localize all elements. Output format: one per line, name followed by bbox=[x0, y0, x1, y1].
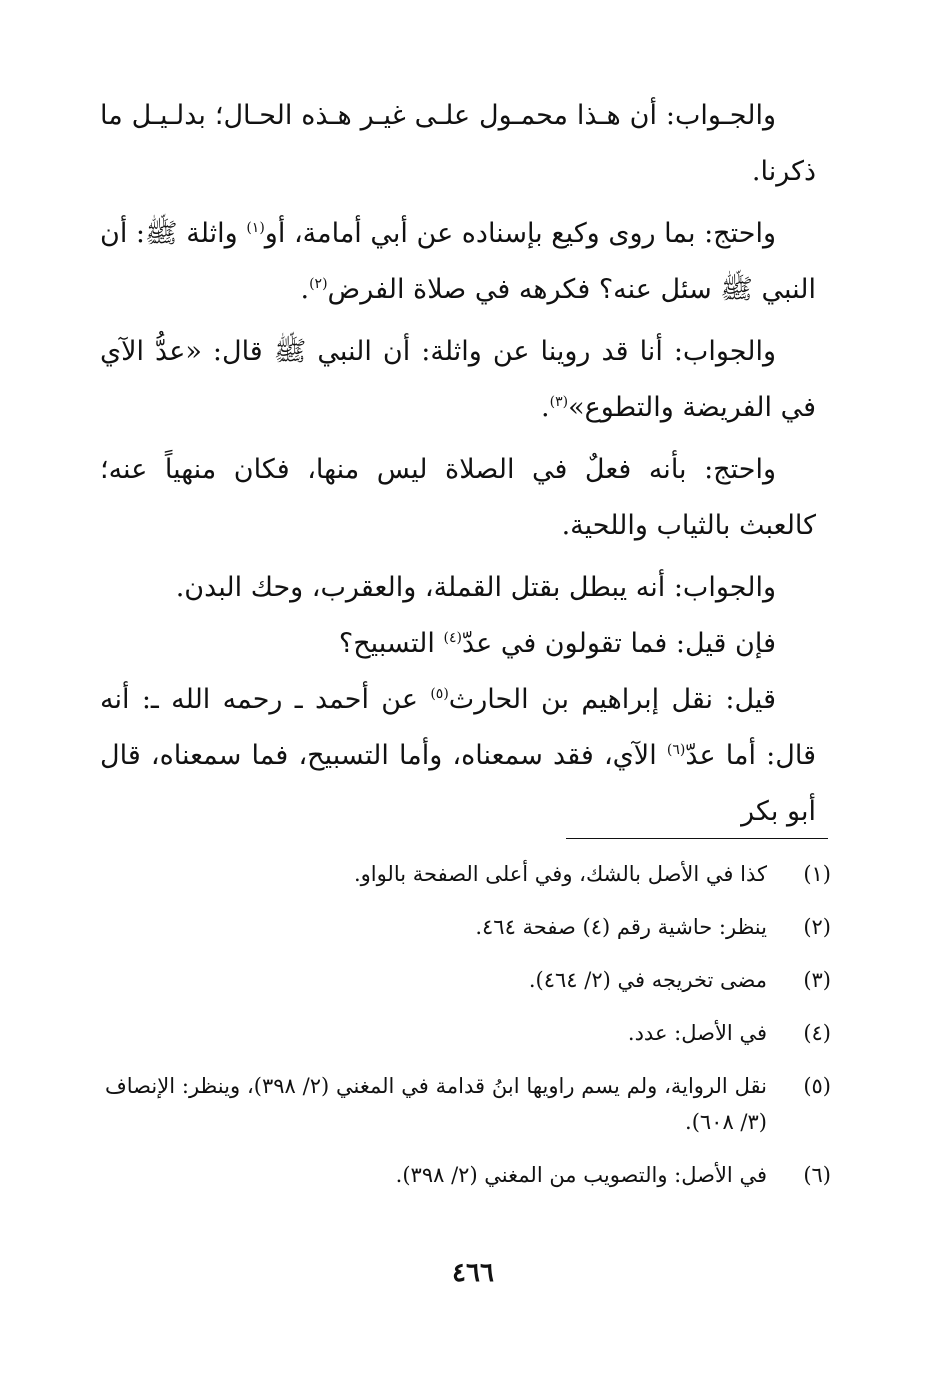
page-content bbox=[100, 88, 816, 840]
paragraph-6-text-a: فإن قيل: فما تقولون في عدّ bbox=[461, 628, 776, 659]
paragraph-5 bbox=[100, 560, 816, 616]
footnote-ref-3[interactable]: (٣) bbox=[549, 394, 569, 410]
paragraph-1-text: والجـواب: أن هـذا محمـول علـى غيـر هـذه الحـال؛ بدلـيـل ما ذكرنا. bbox=[100, 100, 816, 187]
paragraph-4-text: واحتج: بأنه فعلٌ في الصلاة ليس منها، فكان منهياً عنه؛ كالعبث بالثياب واللحية. bbox=[100, 454, 816, 541]
footnote-ref-1[interactable]: (١) bbox=[246, 220, 265, 236]
footnote-ref-6[interactable]: (٦) bbox=[666, 742, 686, 758]
paragraph-7-text-c: الآي، فقد سمعناه، وأما التسبيح، فما سمعناه، قال أبو بكر bbox=[100, 740, 816, 827]
footnote-number: (٣) bbox=[803, 968, 831, 992]
footnote-number: (٥) bbox=[803, 1074, 831, 1098]
paragraph-7-text-a: قيل: نقل إبراهيم بن الحارث bbox=[448, 684, 776, 715]
footnote-text: كذا في الأصل بالشك، وفي أعلى الصفحة بالواو. bbox=[353, 862, 767, 886]
paragraph-4 bbox=[100, 442, 816, 554]
footnote-text: نقل الرواية، ولم يسم راويها ابنُ قدامة في المغني (٢/ ٣٩٨)، وينظر: الإنصاف (٣/ ٦٠٨). bbox=[105, 1074, 767, 1134]
footnote-item bbox=[105, 962, 831, 998]
footnote-text: في الأصل: عدد. bbox=[627, 1021, 767, 1045]
footnote-ref-5[interactable]: (٥) bbox=[430, 686, 449, 702]
footnote-text: في الأصل: والتصويب من المغني (٢/ ٣٩٨). bbox=[395, 1163, 767, 1187]
paragraph-6-text-b: التسبيح؟ bbox=[338, 628, 444, 659]
footnote-number: (٦) bbox=[803, 1163, 831, 1187]
paragraph-7 bbox=[100, 672, 816, 840]
footnote-number: (٤) bbox=[803, 1021, 831, 1045]
page-number: ٤٦٦ bbox=[452, 1258, 494, 1288]
main-text bbox=[100, 88, 816, 840]
footnote-ref-4[interactable]: (٤) bbox=[443, 630, 462, 646]
paragraph-2-text-b: واثلة ﷺ: أن النبي ﷺ سئل عنه؟ فكرهه في صلاة الفرض bbox=[100, 218, 816, 305]
paragraph-7-text-b: عن أحمد ـ رحمه الله ـ: أنه قال: أما عدّ bbox=[100, 684, 816, 771]
footnotes bbox=[105, 856, 831, 1210]
footnote-number: (٢) bbox=[803, 915, 831, 939]
footnote-item bbox=[105, 1157, 831, 1193]
footnote-item bbox=[105, 1068, 831, 1140]
footnote-item bbox=[105, 856, 831, 892]
paragraph-3-text-a: والجواب: أنا قد روينا عن واثلة: أن النبي ﷺ قال: «عدُّ الآي في الفريضة والتطوع» bbox=[100, 336, 816, 423]
paragraph-1 bbox=[100, 88, 816, 200]
paragraph-3 bbox=[100, 324, 816, 436]
paragraph-2-text-c: . bbox=[300, 274, 310, 305]
paragraph-2-text-a: واحتج: بما روى وكيع بإسناده عن أبي أمامة، أو bbox=[264, 218, 776, 249]
footnote-item bbox=[105, 909, 831, 945]
paragraph-6 bbox=[100, 616, 816, 672]
paragraph-3-text-b: . bbox=[541, 392, 550, 423]
footnote-text: ينظر: حاشية رقم (٤) صفحة ٤٦٤. bbox=[475, 915, 767, 939]
paragraph-2 bbox=[100, 206, 816, 318]
footnote-text: مضى تخريجه في (٢/ ٤٦٤). bbox=[528, 968, 767, 992]
paragraph-5-text: والجواب: أنه يبطل بقتل القملة، والعقرب، وحك البدن. bbox=[175, 572, 776, 603]
footnote-separator bbox=[566, 838, 828, 839]
footnote-number: (١) bbox=[803, 862, 831, 886]
footnote-item bbox=[105, 1015, 831, 1051]
footnote-ref-2[interactable]: (٢) bbox=[309, 276, 328, 292]
